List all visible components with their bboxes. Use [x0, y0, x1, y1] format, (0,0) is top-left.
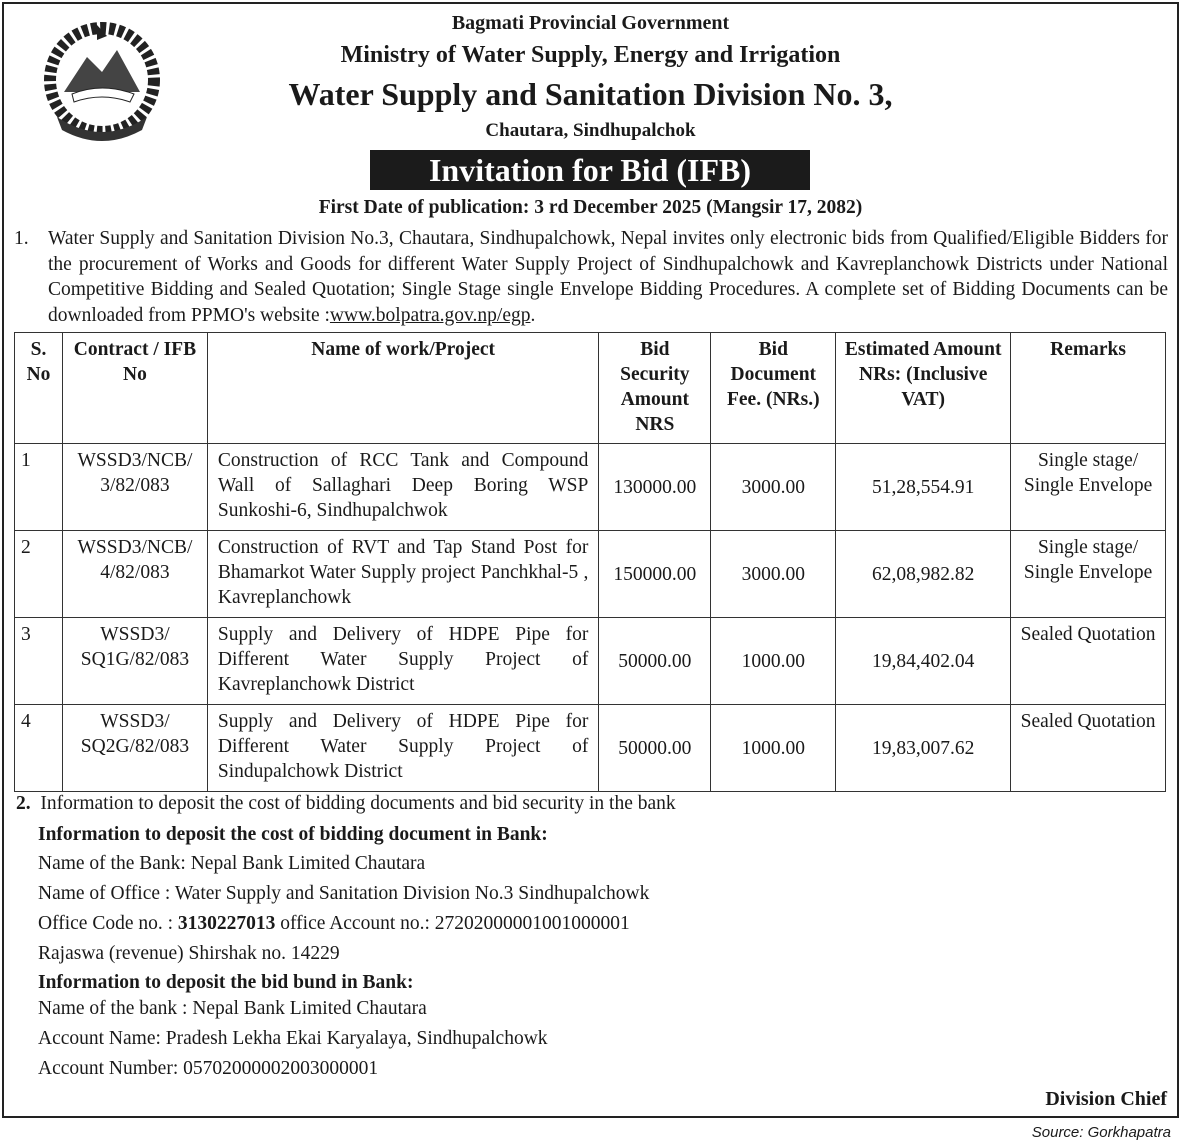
section-intro-text: Information to deposit the cost of bidding documents and bid security in the bank — [40, 793, 676, 814]
col-header: Bid Security Amount NRS — [599, 333, 711, 444]
col-header: Contract / IFB No — [62, 333, 207, 444]
para-text: Water Supply and Sanitation Division No.3, Chautara, Sindhupalchowk, Nepal invites only electronic bids from Qualified/Eligible Bidders for the procurement of Works and Goods for different Water Supply Project of Sindhupalchowk and Kavreplanchowk Districts under National Competitive Bidding and Sealed Quotation; Single Stage single Envelope Bidding Procedures. A complete set of Bidding Documents can be downloaded from PPMO's website : — [48, 228, 1168, 326]
bid-bond-heading: Information to deposit the bid bund in Bank: — [38, 972, 414, 993]
account-number: Account Number: 05702000002003000001 — [38, 1058, 379, 1079]
egp-link[interactable]: www.bolpatra.gov.np/egp — [329, 304, 531, 326]
bank-name-1: Name of the Bank: Nepal Bank Limited Chautara — [38, 853, 426, 874]
cell-fee: 3000.00 — [711, 444, 836, 531]
col-header: Bid Document Fee. (NRs.) — [711, 333, 836, 444]
office-code-line — [38, 913, 630, 935]
table-row — [15, 444, 1166, 531]
notice-title: Invitation for Bid (IFB) — [370, 150, 810, 190]
cell-remarks: Single stage/ Single Envelope — [1011, 444, 1166, 531]
account-name: Account Name: Pradesh Lekha Ekai Karyalaya, Sindhupalchowk — [38, 1028, 548, 1049]
table-row — [15, 618, 1166, 705]
cell-work: Construction of RVT and Tap Stand Post for Bhamarkot Water Supply project Panchkhal-5 , Kavreplanchowk — [207, 531, 598, 618]
col-header: Name of work/Project — [207, 333, 598, 444]
col-header: Estimated Amount NRs: (Inclusive VAT) — [836, 333, 1011, 444]
cell-security: 50000.00 — [599, 618, 711, 705]
bank-name-2: Name of the bank : Nepal Bank Limited Chautara — [38, 998, 427, 1019]
cell-fee: 3000.00 — [711, 531, 836, 618]
cell-remarks: Sealed Quotation — [1011, 618, 1166, 705]
cell-security: 150000.00 — [599, 531, 711, 618]
cell-sn: 4 — [15, 705, 63, 792]
cell-security: 130000.00 — [599, 444, 711, 531]
office-account: office Account no.: 27202000001001000001 — [280, 913, 630, 934]
cell-sn: 1 — [15, 444, 63, 531]
cell-remarks: Sealed Quotation — [1011, 705, 1166, 792]
cell-security: 50000.00 — [599, 705, 711, 792]
table-row — [15, 705, 1166, 792]
cell-sn: 2 — [15, 531, 63, 618]
cell-work: Construction of RCC Tank and Compound Wall of Sallaghari Deep Boring WSP Sunkoshi-6, Sindhupalchwok — [207, 444, 598, 531]
table-row — [15, 531, 1166, 618]
table-header-row — [15, 333, 1166, 444]
cell-contract: WSSD3/NCB/ 3/82/083 — [62, 444, 207, 531]
paragraph-1 — [14, 226, 1168, 328]
cell-estimate: 19,83,007.62 — [836, 705, 1011, 792]
signature-title: Division Chief — [1045, 1088, 1167, 1110]
division-name: Water Supply and Sanitation Division No. 3, — [288, 76, 893, 112]
province-name: Bagmati Provincial Government — [451, 12, 730, 34]
cell-estimate: 51,28,554.91 — [836, 444, 1011, 531]
office-code: 3130227013 — [177, 913, 276, 934]
location: Chautara, Sindhupalchok — [485, 120, 696, 141]
cell-work: Supply and Delivery of HDPE Pipe for Different Water Supply Project of Sindupalchowk District — [207, 705, 598, 792]
cell-estimate: 62,08,982.82 — [836, 531, 1011, 618]
ministry-name: Ministry of Water Supply, Energy and Irrigation — [340, 42, 841, 68]
cell-sn: 3 — [15, 618, 63, 705]
cell-remarks: Single stage/ Single Envelope — [1011, 531, 1166, 618]
revenue-heading-no: Rajaswa (revenue) Shirshak no. 14229 — [38, 943, 340, 964]
cell-estimate: 19,84,402.04 — [836, 618, 1011, 705]
doc-fee-heading: Information to deposit the cost of bidding document in Bank: — [38, 824, 548, 845]
para-number: 1. — [14, 228, 29, 249]
cell-contract: WSSD3/ SQ1G/82/083 — [62, 618, 207, 705]
section-2-intro — [16, 793, 676, 815]
bid-table — [14, 332, 1166, 792]
col-header: S. No — [15, 333, 63, 444]
office-code-label: Office Code no. : — [38, 913, 174, 934]
cell-work: Supply and Delivery of HDPE Pipe for Different Water Supply Project of Kavreplanchowk District — [207, 618, 598, 705]
cell-contract: WSSD3/NCB/ 4/82/083 — [62, 531, 207, 618]
cell-contract: WSSD3/ SQ2G/82/083 — [62, 705, 207, 792]
cell-fee: 1000.00 — [711, 618, 836, 705]
col-header: Remarks — [1011, 333, 1166, 444]
cell-fee: 1000.00 — [711, 705, 836, 792]
source-credit: Source: Gorkhapatra — [1031, 1124, 1171, 1141]
office-name: Name of Office : Water Supply and Sanitation Division No.3 Sindhupalchowk — [38, 883, 650, 904]
section-number: 2. — [16, 793, 31, 814]
publication-date: First Date of publication: 3 rd December 2025 (Mangsir 17, 2082) — [318, 197, 863, 218]
para-end: . — [530, 304, 536, 326]
